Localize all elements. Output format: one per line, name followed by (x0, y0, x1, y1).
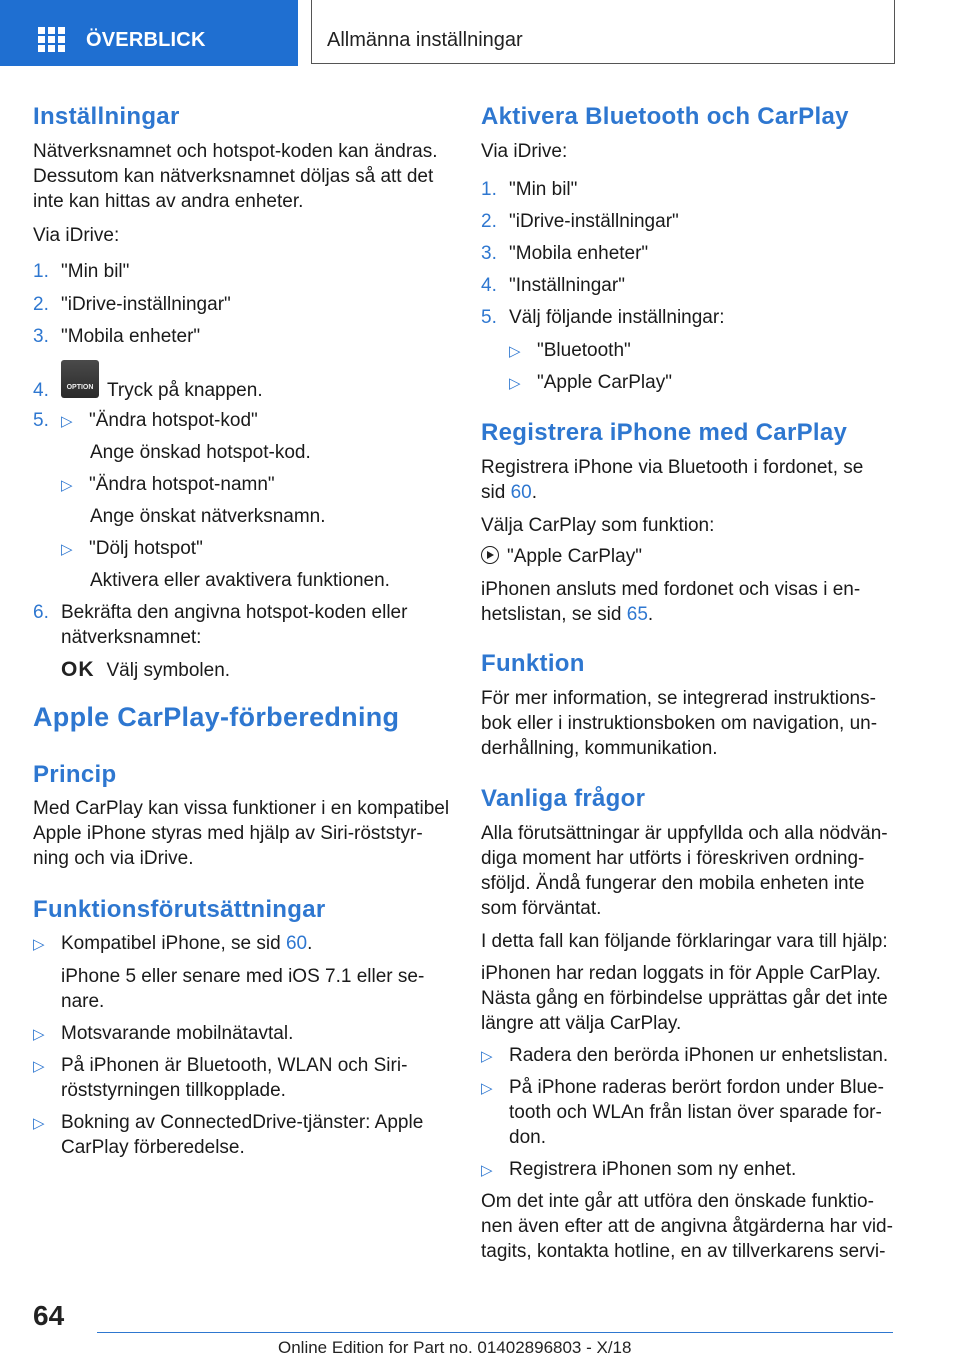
triangle-bullet-icon: ▷ (33, 1026, 45, 1043)
page-link[interactable]: 60 (285, 933, 308, 954)
top-navigation (0, 0, 960, 66)
triangle-bullet-icon: ▷ (33, 1115, 45, 1132)
settings-text-3: inte kan hittas av andra enheter. (33, 191, 304, 212)
list-item: 4. "Inställningar" (481, 275, 625, 296)
step-sub-text: don. (509, 1127, 546, 1148)
faq-text-4: som förväntat. (481, 898, 602, 919)
step-sub-text: Ange önskat nätverksnamn. (90, 506, 326, 527)
function-heading: Funktion (481, 650, 585, 677)
princip-heading: Princip (33, 761, 117, 788)
faq-help: I detta fall kan följande förklaringar vara till hjälp: (481, 931, 888, 952)
ok-row: OK Välj symbolen. (61, 658, 231, 681)
choose-text: Välja CarPlay som funktion: (481, 515, 715, 536)
function-text-2: bok eller i instruktionsboken om navigation, un- (481, 713, 878, 734)
list-item: 5. ▷ "Ändra hotspot-kod" (33, 408, 258, 434)
triangle-bullet-icon: ▷ (61, 413, 73, 430)
settings-heading: Inställningar (33, 103, 180, 130)
triangle-bullet-icon: ▷ (61, 477, 73, 494)
list-item: ▷ Registrera iPhonen som ny enhet. (481, 1157, 796, 1183)
list-item: ▷ Motsvarande mobilnätavtal. (33, 1021, 293, 1047)
faq-logged-3: längre att välja CarPlay. (481, 1013, 682, 1034)
list-item: ▷ "Ändra hotspot-namn" (61, 472, 275, 498)
list-item: ▷ "Dölj hotspot" (61, 536, 203, 562)
list-item: 5. Välj följande inställningar: (481, 307, 725, 328)
bluetooth-heading: Aktivera Bluetooth och CarPlay (481, 103, 849, 130)
register-text-2: sid 60. (481, 482, 537, 503)
faq-end-2: nen även efter att de angivna åtgärderna har vid- (481, 1216, 893, 1237)
overview-tab[interactable] (0, 0, 298, 66)
page-number: 64 (33, 1300, 65, 1331)
faq-logged-2: Nästa gång en förbindelse upprättas går det inte (481, 988, 888, 1009)
section-tab[interactable] (311, 0, 895, 64)
faq-logged-1: iPhonen har redan loggats in för Apple CarPlay. (481, 963, 881, 984)
triangle-bullet-icon: ▷ (481, 1162, 493, 1179)
grid-icon (38, 27, 66, 51)
list-item: ▷ Bokning av ConnectedDrive-tjänster: Apple (33, 1110, 423, 1136)
list-item: ▷ "Bluetooth" (509, 338, 631, 364)
triangle-bullet-icon: ▷ (61, 541, 73, 558)
register-text-1: Registrera iPhone via Bluetooth i fordonet, se (481, 457, 864, 478)
carplay-option-row: "Apple CarPlay" (481, 544, 642, 569)
settings-text-1: Nätverksnamnet och hotspot-koden kan ändras. (33, 141, 438, 162)
triangle-bullet-icon: ▷ (509, 375, 521, 392)
list-item: ▷ Kompatibel iPhone, se sid 60. (33, 931, 312, 957)
step-sub-text: iPhone 5 eller senare med iOS 7.1 eller se- (61, 966, 425, 987)
register-heading: Registrera iPhone med CarPlay (481, 419, 848, 446)
triangle-bullet-icon: ▷ (481, 1080, 493, 1097)
list-item: 2. "iDrive-inställningar" (33, 294, 231, 315)
via-idrive: Via iDrive: (33, 225, 120, 246)
triangle-bullet-icon: ▷ (33, 1058, 45, 1075)
step-sub-text: Aktivera eller avaktivera funktionen. (90, 570, 390, 591)
faq-end-3: tagits, kontakta hotline, en av tillverkarens servi- (481, 1241, 886, 1262)
step-sub-text: röststyrningen tillkopplade. (61, 1080, 286, 1101)
faq-heading: Vanliga frågor (481, 785, 646, 812)
list-item: 3. "Mobila enheter" (33, 326, 201, 347)
step-sub-text: nätverksnamnet: (61, 627, 202, 648)
list-item: ▷ "Apple CarPlay" (509, 370, 672, 396)
list-item: 1. "Min bil" (33, 261, 130, 282)
step-sub-text: tooth och WLAn från listan över sparade for- (509, 1102, 882, 1123)
list-item: ▷ På iPhone raderas berört fordon under Blue- (481, 1075, 884, 1101)
list-item: ▷ Radera den berörda iPhonen ur enhetslistan. (481, 1043, 888, 1069)
step-sub-text: CarPlay förberedelse. (61, 1137, 245, 1158)
function-text-1: För mer information, se integrerad instruktions- (481, 688, 876, 709)
list-item: 4. OPTION Tryck på knappen. (33, 360, 263, 403)
faq-end-1: Om det inte går att utföra den önskade funktio- (481, 1191, 874, 1212)
footer-edition: Online Edition for Part no. 01402896803 - X/18 (278, 1338, 632, 1357)
faq-text-2: diga moment har utförts i föreskriven ordning- (481, 848, 865, 869)
function-text-3: derhållning, kommunikation. (481, 738, 718, 759)
list-item: 2. "iDrive-inställningar" (481, 211, 679, 232)
faq-text-3: sföljd. Ändå fungerar den mobila enheten inte (481, 873, 865, 894)
footer-divider (97, 1332, 893, 1333)
overview-label: ÖVERBLICK (86, 29, 206, 51)
option-button-icon: OPTION (61, 360, 99, 398)
connected-text-2: hetslistan, se sid 65. (481, 604, 654, 625)
faq-text-1: Alla förutsättningar är uppfyllda och alla nödvän- (481, 823, 888, 844)
page-link[interactable]: 65 (626, 604, 648, 625)
requirements-heading: Funktionsförutsättningar (33, 896, 326, 923)
carplay-heading: Apple CarPlay-förberedning (33, 702, 400, 732)
settings-text-2: Dessutom kan nätverksnamnet döljas så att det (33, 166, 434, 187)
step-sub-text: nare. (61, 991, 105, 1012)
play-icon (481, 546, 499, 564)
ok-icon: OK (61, 658, 95, 681)
triangle-bullet-icon: ▷ (509, 343, 521, 360)
triangle-bullet-icon: ▷ (33, 936, 45, 953)
step-sub-text: Ange önskad hotspot-kod. (90, 442, 311, 463)
triangle-bullet-icon: ▷ (481, 1048, 493, 1065)
list-item: ▷ På iPhonen är Bluetooth, WLAN och Siri- (33, 1053, 407, 1079)
page-link[interactable]: 60 (510, 482, 532, 503)
connected-text-1: iPhonen ansluts med fordonet och visas i en- (481, 579, 861, 600)
princip-text-2: Apple iPhone styras med hjälp av Siri-röststyr- (33, 823, 423, 844)
via-idrive: Via iDrive: (481, 141, 568, 162)
princip-text-3: ning och via iDrive. (33, 848, 194, 869)
section-label: Allmänna inställningar (327, 29, 523, 51)
princip-text-1: Med CarPlay kan vissa funktioner i en kompatibel (33, 798, 450, 819)
list-item: 3. "Mobila enheter" (481, 243, 649, 264)
list-item: 1. "Min bil" (481, 179, 578, 200)
list-item: 6. Bekräfta den angivna hotspot-koden eller (33, 602, 408, 623)
